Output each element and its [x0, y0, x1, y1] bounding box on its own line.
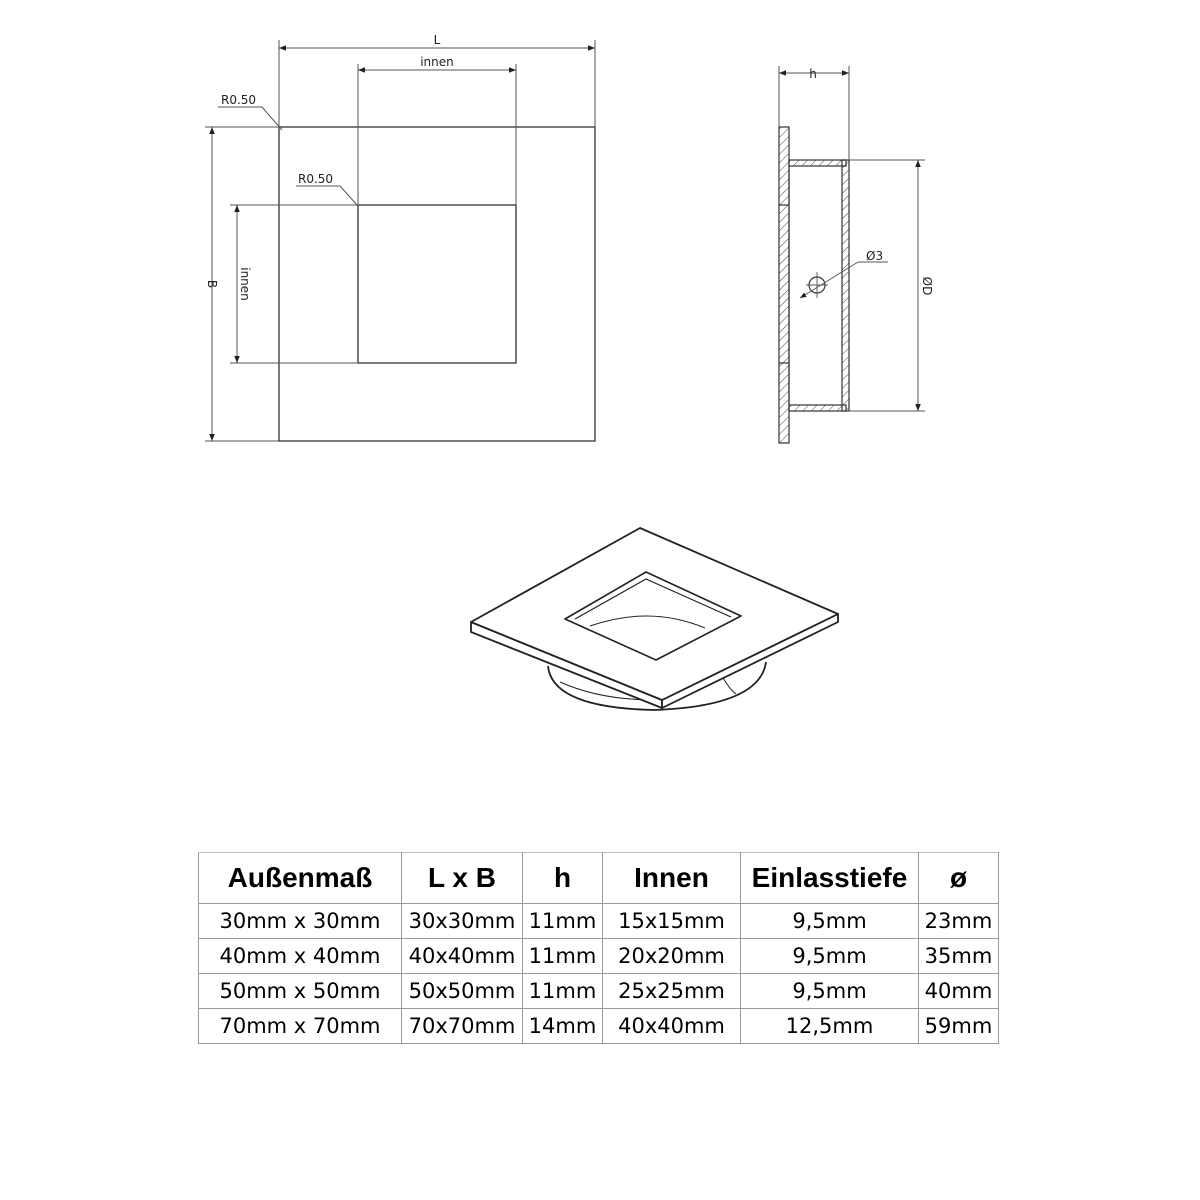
hole-diameter-label: Ø3	[866, 249, 884, 263]
table-row	[199, 904, 999, 939]
header-einlasstiefe: Einlasstiefe	[741, 853, 919, 904]
table-cell: 40x40mm	[603, 1009, 741, 1044]
table-cell: 15x15mm	[603, 904, 741, 939]
flange-section	[779, 127, 789, 443]
dim-L-label: L	[433, 33, 441, 47]
table-cell: 25x25mm	[603, 974, 741, 1009]
table-cell: 9,5mm	[741, 974, 919, 1009]
table-cell: 35mm	[919, 939, 999, 974]
table-cell: 23mm	[919, 904, 999, 939]
table-cell: 11mm	[523, 974, 603, 1009]
table-cell: 40mm	[919, 974, 999, 1009]
dim-B-label: B	[205, 279, 219, 289]
header-lxb: L x B	[402, 853, 523, 904]
table-row	[199, 939, 999, 974]
cup-wall-top	[789, 160, 846, 166]
table-cell: 9,5mm	[741, 904, 919, 939]
dim-innen-side-label: innen	[238, 267, 252, 301]
table-cell: 20x20mm	[603, 939, 741, 974]
table-cell: 50x50mm	[402, 974, 523, 1009]
spec-table	[198, 852, 999, 1044]
table-cell: 40mm x 40mm	[199, 939, 402, 974]
dim-innen-top-label: innen	[420, 55, 454, 69]
table-cell: 70mm x 70mm	[199, 1009, 402, 1044]
table-row	[199, 974, 999, 1009]
side-section-view	[779, 66, 925, 443]
table-cell: 12,5mm	[741, 1009, 919, 1044]
table-cell: 30x30mm	[402, 904, 523, 939]
cup-bottom	[842, 160, 849, 411]
table-row	[199, 1009, 999, 1044]
header-h: h	[523, 853, 603, 904]
radius-inner-label: R0.50	[298, 172, 334, 186]
table-cell: 40x40mm	[402, 939, 523, 974]
table-cell: 11mm	[523, 939, 603, 974]
header-innen: Innen	[603, 853, 741, 904]
isometric-view	[471, 528, 838, 710]
inner-opening-outline	[358, 205, 516, 363]
header-aussenmass: Außenmaß	[199, 853, 402, 904]
front-view	[205, 40, 595, 441]
cup-wall-bottom	[789, 405, 846, 411]
table-cell: 50mm x 50mm	[199, 974, 402, 1009]
header-diameter: ø	[919, 853, 999, 904]
radius-outer-label: R0.50	[221, 93, 257, 107]
table-cell: 30mm x 30mm	[199, 904, 402, 939]
radius-inner-leader	[296, 186, 358, 206]
table-cell: 59mm	[919, 1009, 999, 1044]
table-cell: 70x70mm	[402, 1009, 523, 1044]
dim-h-label: h	[809, 67, 817, 81]
table-header-row	[199, 853, 999, 904]
table-cell: 14mm	[523, 1009, 603, 1044]
dim-D-label: ØD	[920, 276, 934, 296]
table-cell: 9,5mm	[741, 939, 919, 974]
table-cell: 11mm	[523, 904, 603, 939]
